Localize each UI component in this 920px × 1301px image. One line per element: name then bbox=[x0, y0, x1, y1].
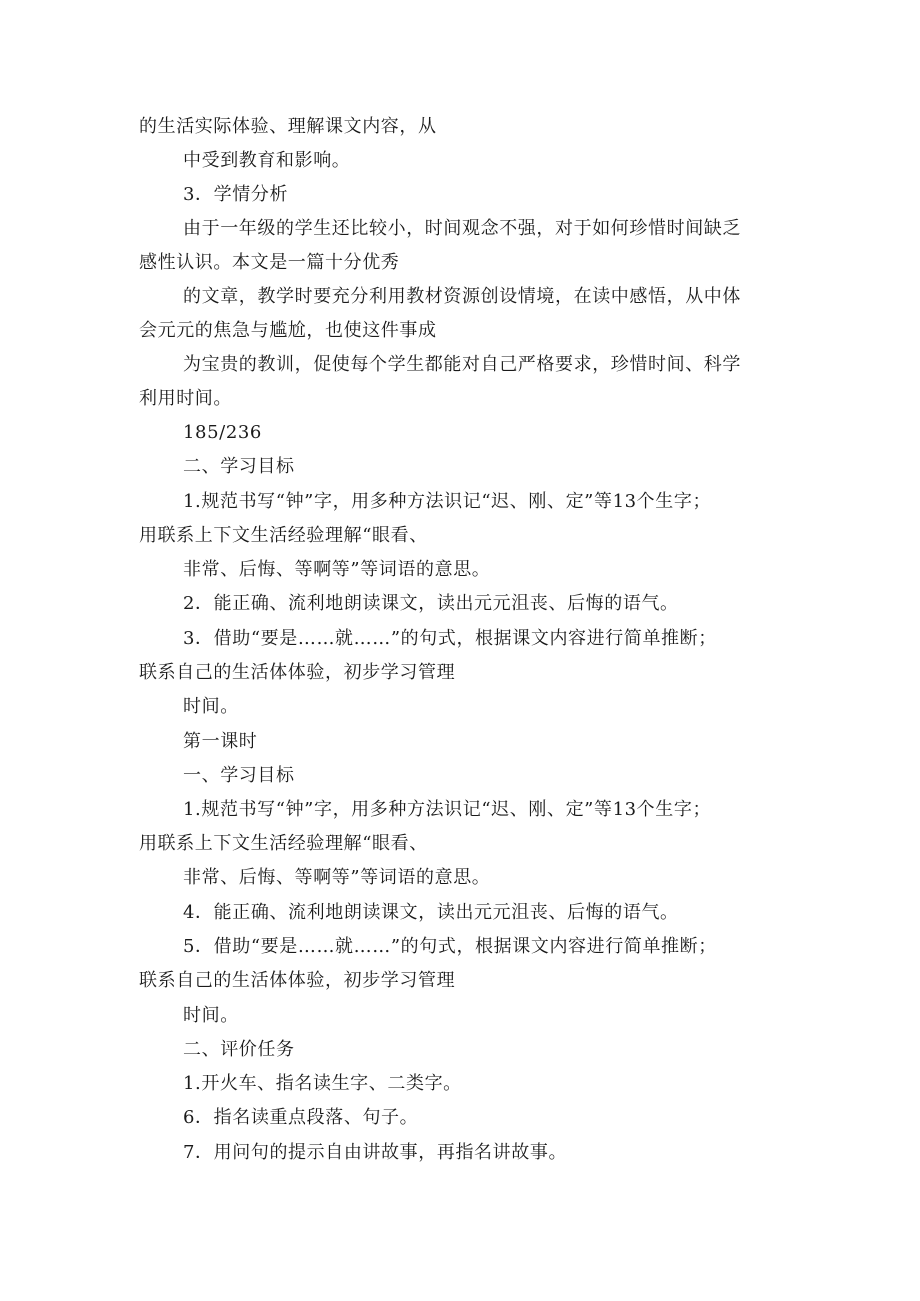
paragraph-line: 中受到教育和影响。 bbox=[183, 150, 351, 171]
list-item: 7．用问句的提示自由讲故事，再指名讲故事。 bbox=[183, 1142, 568, 1163]
list-item: 1.开火车、指名读生字、二类字。 bbox=[183, 1073, 462, 1094]
section-heading: 二、评价任务 bbox=[183, 1039, 295, 1060]
list-item: 6．指名读重点段落、句子。 bbox=[183, 1107, 419, 1128]
section-heading: 3．学情分析 bbox=[183, 184, 289, 205]
paragraph-line: 联系自己的生活体体验，初步学习管理 bbox=[139, 662, 456, 683]
list-item: 5．借助“要是……就……”的句式，根据课文内容进行简单推断； bbox=[183, 936, 717, 957]
paragraph-line: 为宝贵的教训，促使每个学生都能对自己严格要求，珍惜时间、科学 bbox=[183, 354, 741, 375]
list-item: 4．能正确、流利地朗读课文，读出元元沮丧、后悔的语气。 bbox=[183, 902, 679, 923]
paragraph-line: 由于一年级的学生还比较小，时间观念不强，对于如何珍惜时间缺乏 bbox=[183, 218, 741, 239]
paragraph-line: 时间。 bbox=[183, 1005, 239, 1026]
paragraph-line: 会元元的焦急与尴尬，也使这件事成 bbox=[139, 320, 437, 341]
paragraph-line: 用联系上下文生活经验理解“眼看、 bbox=[139, 525, 428, 546]
paragraph-line: 时间。 bbox=[183, 696, 239, 717]
paragraph-line: 的文章，教学时要充分利用教材资源创设情境，在读中感悟，从中体 bbox=[183, 286, 741, 307]
paragraph-line: 感性认识。本文是一篇十分优秀 bbox=[139, 252, 400, 273]
list-item: 1.规范书写“钟”字，用多种方法识记“迟、刚、定”等13个生字； bbox=[183, 799, 712, 820]
paragraph-line: 非常、后悔、等啊等”等词语的意思。 bbox=[183, 559, 491, 580]
list-item: 1.规范书写“钟”字，用多种方法识记“迟、刚、定”等13个生字； bbox=[183, 491, 712, 512]
section-heading: 第一课时 bbox=[183, 731, 258, 752]
paragraph-line: 利用时间。 bbox=[139, 388, 232, 409]
page-number: 185/236 bbox=[183, 422, 262, 443]
paragraph-line: 非常、后悔、等啊等”等词语的意思。 bbox=[183, 867, 491, 888]
section-heading: 一、学习目标 bbox=[183, 765, 295, 786]
list-item: 3．借助“要是……就……”的句式，根据课文内容进行简单推断； bbox=[183, 628, 717, 649]
section-heading: 二、学习目标 bbox=[183, 456, 295, 477]
paragraph-line: 的生活实际体验、理解课文内容，从 bbox=[139, 116, 437, 137]
paragraph-line: 联系自己的生活体体验，初步学习管理 bbox=[139, 970, 456, 991]
list-item: 2．能正确、流利地朗读课文，读出元元沮丧、后悔的语气。 bbox=[183, 593, 679, 614]
paragraph-line: 用联系上下文生活经验理解“眼看、 bbox=[139, 833, 428, 854]
